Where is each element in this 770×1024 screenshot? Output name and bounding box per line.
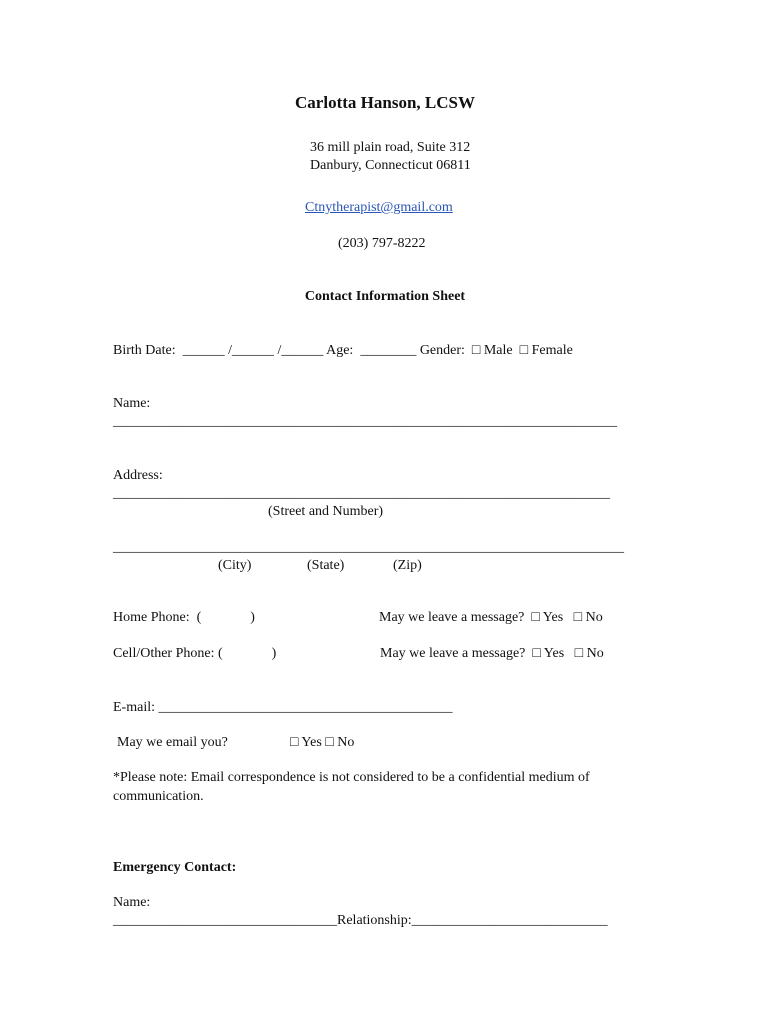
zip-caption: (Zip)	[393, 558, 422, 573]
email-consent-checkboxes[interactable]: □ Yes □ No	[290, 735, 355, 750]
city-state-zip-field[interactable]: _________________________________________________________________________	[113, 540, 624, 555]
practitioner-name: Carlotta Hanson, LCSW	[295, 93, 475, 112]
address-line-1: 36 mill plain road, Suite 312	[310, 140, 471, 155]
home-message-checkboxes[interactable]: May we leave a message? □ Yes □ No	[379, 610, 603, 625]
emergency-name-label: Name:	[113, 895, 151, 910]
phone-number: (203) 797-8222	[338, 236, 426, 251]
emergency-name-relationship-field[interactable]: ________________________________Relationship:____________________________	[113, 913, 608, 928]
street-field[interactable]: _______________________________________________________________________	[113, 486, 610, 501]
email-field[interactable]: E-mail: __________________________________________	[113, 700, 453, 715]
birth-age-gender-line[interactable]: Birth Date: ______ /______ /______ Age: ________ Gender: □ Male □ Female	[113, 343, 573, 358]
email-note-line-2: communication.	[113, 789, 204, 804]
city-caption: (City)	[218, 558, 252, 573]
cell-phone-field[interactable]: Cell/Other Phone: ( )	[113, 646, 277, 661]
address-label: Address:	[113, 468, 163, 483]
state-caption: (State)	[307, 558, 345, 573]
name-label: Name:	[113, 396, 151, 411]
address-line-2: Danbury, Connecticut 06811	[310, 158, 471, 173]
name-field[interactable]: ________________________________________________________________________	[113, 414, 617, 429]
form-title: Contact Information Sheet	[304, 289, 466, 304]
street-caption: (Street and Number)	[268, 504, 384, 519]
email-note-line-1: *Please note: Email correspondence is not considered to be a confidential medium of	[113, 770, 590, 785]
home-phone-field[interactable]: Home Phone: ( )	[113, 610, 255, 625]
cell-message-checkboxes[interactable]: May we leave a message? □ Yes □ No	[380, 646, 604, 661]
email-link[interactable]: Ctnytherapist@gmail.com	[305, 200, 453, 215]
emergency-contact-title: Emergency Contact:	[113, 860, 237, 875]
email-question: May we email you?	[117, 735, 228, 750]
